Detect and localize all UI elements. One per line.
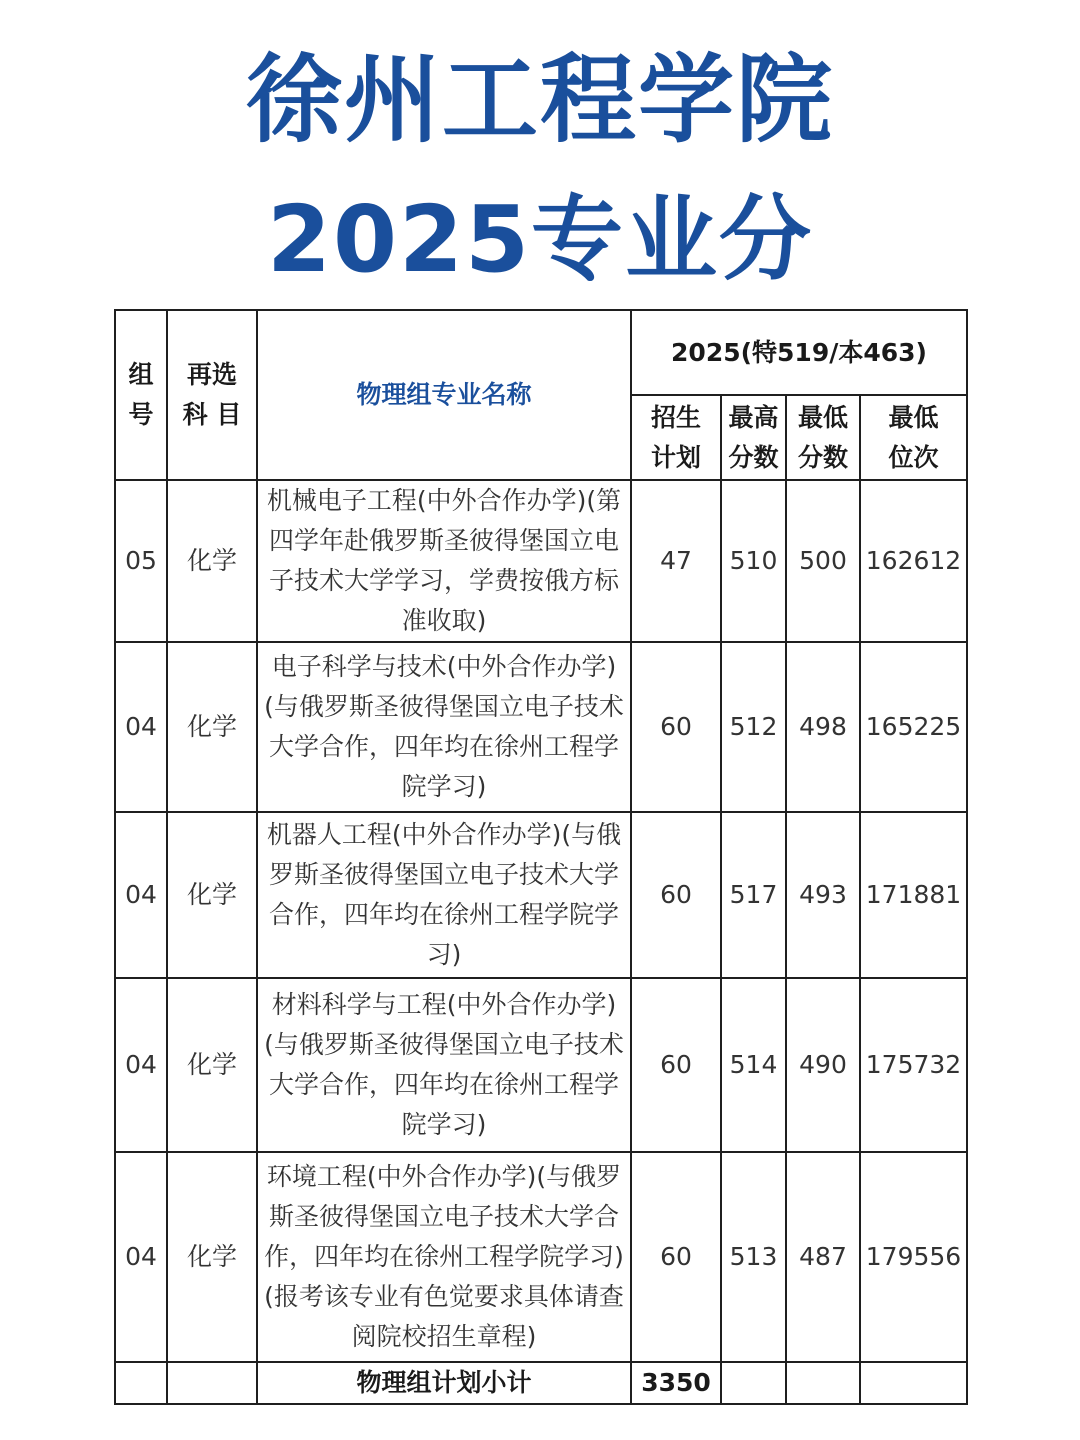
cell-elective: 化学 xyxy=(167,812,257,978)
cell-empty xyxy=(786,1362,860,1404)
header-min-rank: 最低 位次 xyxy=(860,395,967,480)
cell-min-rank: 171881 xyxy=(860,812,967,978)
cell-max-score: 512 xyxy=(721,642,786,812)
subtotal-label: 物理组计划小计 xyxy=(257,1362,631,1404)
page-title-line2: 2025专业分 xyxy=(266,186,814,293)
cell-major: 环境工程(中外合作办学)(与俄罗斯圣彼得堡国立电子技术大学合作，四年均在徐州工程学院学习)(报考该专业有色觉要求具体请查阅院校招生章程) xyxy=(257,1152,631,1362)
cell-min-rank: 162612 xyxy=(860,480,967,642)
cell-plan: 60 xyxy=(631,978,721,1152)
cell-empty xyxy=(115,1362,167,1404)
cell-empty xyxy=(721,1362,786,1404)
cell-plan: 60 xyxy=(631,1152,721,1362)
cell-group: 05 xyxy=(115,480,167,642)
cell-max-score: 510 xyxy=(721,480,786,642)
cell-group: 04 xyxy=(115,812,167,978)
cell-major: 机械电子工程(中外合作办学)(第四学年赴俄罗斯圣彼得堡国立电子技术大学学习，学费按俄方标准收取) xyxy=(257,480,631,642)
header-major-name: 物理组专业名称 xyxy=(257,310,631,480)
header-elective: 再选 科 目 xyxy=(167,310,257,480)
cell-group: 04 xyxy=(115,642,167,812)
cell-max-score: 517 xyxy=(721,812,786,978)
cell-elective: 化学 xyxy=(167,1152,257,1362)
page-title-line1: 徐州工程学院 xyxy=(246,44,834,156)
cell-elective: 化学 xyxy=(167,642,257,812)
cell-elective: 化学 xyxy=(167,978,257,1152)
subtotal-plan: 3350 xyxy=(631,1362,721,1404)
cell-min-rank: 165225 xyxy=(860,642,967,812)
cell-major: 机器人工程(中外合作办学)(与俄罗斯圣彼得堡国立电子技术大学合作，四年均在徐州工程学院学习) xyxy=(257,812,631,978)
cell-group: 04 xyxy=(115,1152,167,1362)
table-row xyxy=(115,978,967,1152)
table-row xyxy=(115,480,967,642)
cell-plan: 60 xyxy=(631,812,721,978)
cell-min-score: 487 xyxy=(786,1152,860,1362)
table-row xyxy=(115,642,967,812)
header-min-score: 最低 分数 xyxy=(786,395,860,480)
cell-empty xyxy=(860,1362,967,1404)
header-group-no: 组 号 xyxy=(115,310,167,480)
admission-score-table xyxy=(114,309,968,1405)
subtotal-row xyxy=(115,1362,967,1404)
cell-min-score: 500 xyxy=(786,480,860,642)
cell-major: 材料科学与工程(中外合作办学)(与俄罗斯圣彼得堡国立电子技术大学合作，四年均在徐州工程学院学习) xyxy=(257,978,631,1152)
cell-min-score: 490 xyxy=(786,978,860,1152)
table-row xyxy=(115,1152,967,1362)
header-year: 2025(特519/本463) xyxy=(631,310,967,395)
cell-min-rank: 179556 xyxy=(860,1152,967,1362)
header-plan: 招生 计划 xyxy=(631,395,721,480)
cell-major: 电子科学与技术(中外合作办学)(与俄罗斯圣彼得堡国立电子技术大学合作，四年均在徐州工程学院学习) xyxy=(257,642,631,812)
cell-group: 04 xyxy=(115,978,167,1152)
cell-min-score: 493 xyxy=(786,812,860,978)
cell-empty xyxy=(167,1362,257,1404)
cell-max-score: 514 xyxy=(721,978,786,1152)
cell-max-score: 513 xyxy=(721,1152,786,1362)
cell-min-rank: 175732 xyxy=(860,978,967,1152)
cell-elective: 化学 xyxy=(167,480,257,642)
table-row xyxy=(115,812,967,978)
header-max-score: 最高 分数 xyxy=(721,395,786,480)
cell-plan: 47 xyxy=(631,480,721,642)
cell-min-score: 498 xyxy=(786,642,860,812)
cell-plan: 60 xyxy=(631,642,721,812)
